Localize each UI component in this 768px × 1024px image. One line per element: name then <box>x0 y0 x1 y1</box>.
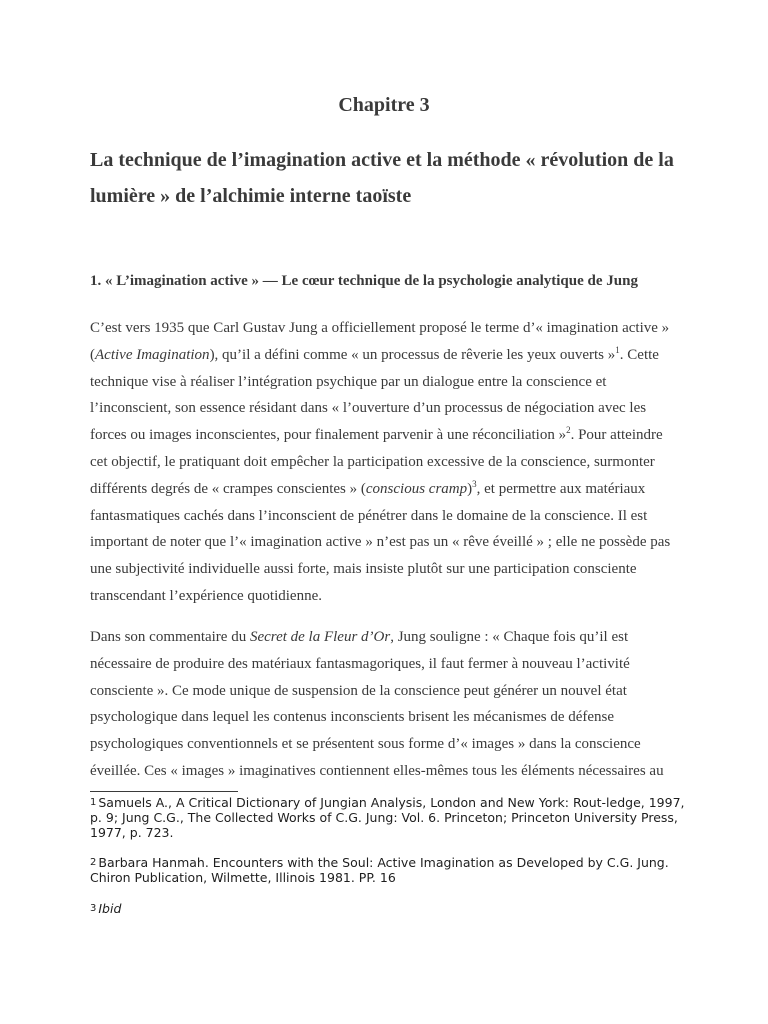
footnote-mark: 1 <box>90 797 97 808</box>
emphasis-term: conscious cramp <box>365 480 468 497</box>
footnote-1: 1 Samuels A., A Critical Dictionary of Jungian Analysis, London and New York: Rout-ledge, 1997, p. 9; Jung C.G., The Collected Works of C.G. Jung: Vol. 6. Princeton; Princeton University Press, 1977, p. 723. <box>90 795 685 840</box>
footnote-mark: 3 <box>90 903 97 914</box>
emphasis-term: Active Imagination <box>95 346 210 363</box>
footnote-separator <box>90 791 238 792</box>
footnote-ref-3[interactable]: 3 <box>472 478 477 489</box>
body-paragraph: Dans son commentaire du Secret de la Fleur d’Or, Jung souligne : « Chaque fois qu’il est nécessaire de produire des matériaux fantasmagoriques, il faut fermer à nouveau l’activité consciente ». Ce mode unique de suspension de la conscience peut générer un nouvel état psychologique dans lequel les contenus inconscients brisent les mécanismes de défense psychologiques conventionnels et se présentent sous forme d’« images » dans la conscience éveillée. Ces « images » imaginatives contiennent elles-mêmes tous les éléments nécessaires au <box>90 629 664 779</box>
section-heading: 1. « L’imagination active » — Le cœur technique de la psychologie analytique de Jung <box>90 273 638 289</box>
book-title: Secret de la Fleur d’Or <box>249 629 391 645</box>
chapter-title: La technique de l’imagination active et la méthode « révolution de la lumière » de l’alchimie interne taoïste <box>90 149 674 207</box>
footnote-2: 2 Barbara Hanmah. Encounters with the Soul: Active Imagination as Developed by C.G. Jung. Chiron Publication, Wilmette, Illinois 1981. PP. 16 <box>90 855 669 885</box>
footnote-3: 3 Ibid <box>90 901 122 916</box>
chapter-label: Chapitre 3 <box>338 94 430 116</box>
footnote-ref-1[interactable]: 1 <box>615 344 620 355</box>
footnote-mark: 2 <box>90 857 97 868</box>
body-paragraph: C’est vers 1935 que Carl Gustav Jung a officiellement proposé le terme d’« imagination active » (Active Imagination), qu’il a défini comme « un processus de rêverie les yeux ouverts »$^1$. Cette technique vise à réaliser l’intégration psychique par un dialogue entre la conscience et l’inconscient, son essence résidant dans « l’ouverture d’un processus de négociation avec les forces ou images inconscientes, pour finalement parvenir à une réconciliation »$^2$. Pour atteindre cet objectif, le pratiquant doit empêcher la participation excessive de la conscience, surmonter différents degrés de « crampes conscientes » (conscious cramp)$^3$, et permettre aux matériaux fantasmatiques cachés dans l’inconscient de pénétrer dans le domaine de la conscience. Il est important de noter que l’« imagination active » n’est pas un « rêve éveillé » ; elle ne possède pas une subjectivité individuelle aussi forte, mais insiste plutôt sur une participation consciente transcendant l’expérience quotidienne. <box>90 320 671 604</box>
footnote-ref-2[interactable]: 2 <box>566 425 571 436</box>
